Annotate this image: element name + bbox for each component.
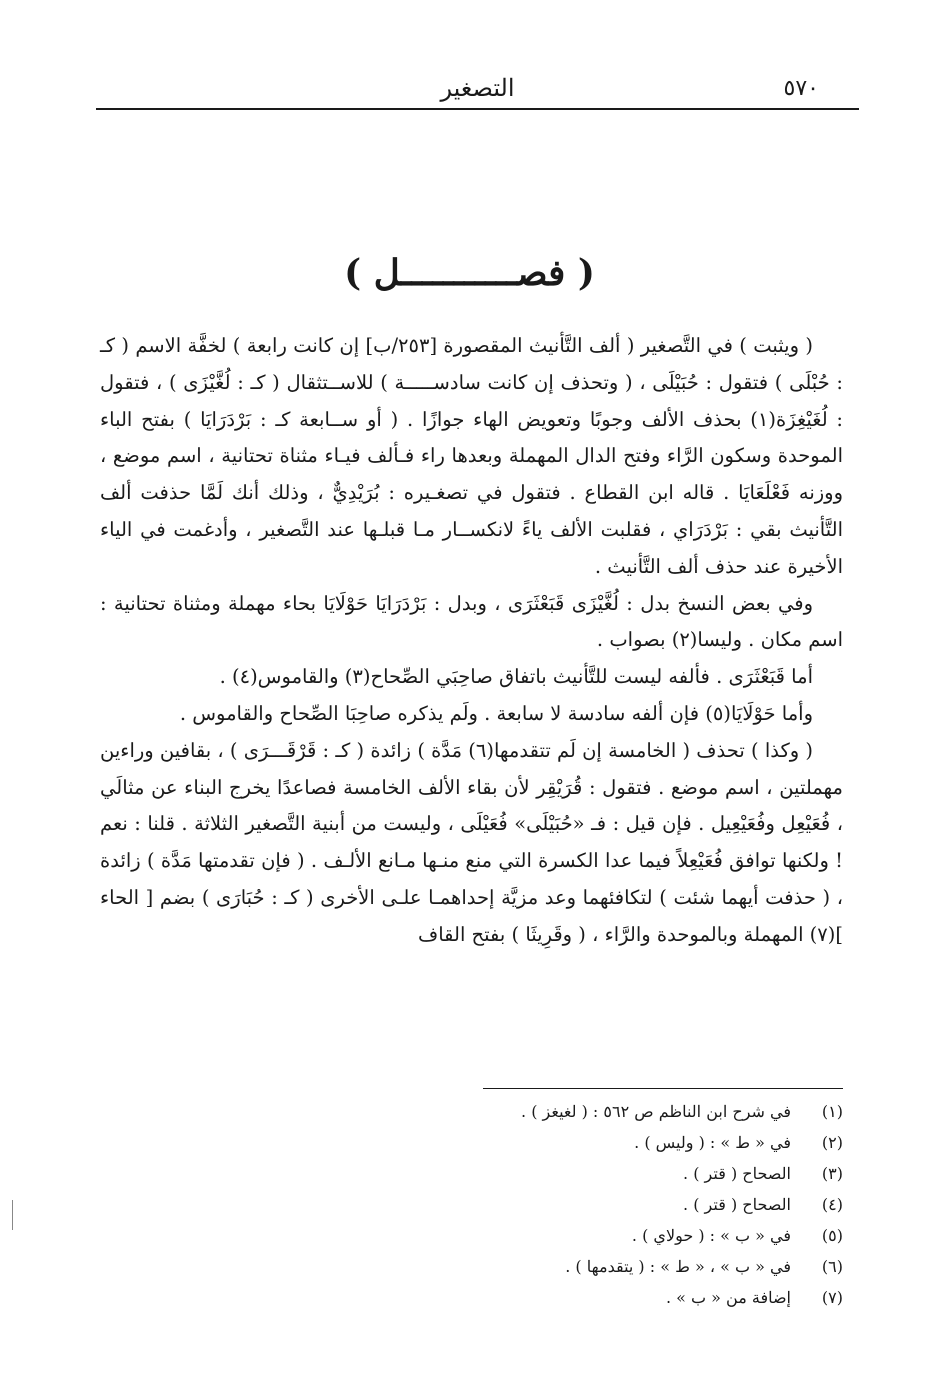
footnote-text: في « ط » : ( وليس ) . [634, 1133, 791, 1152]
paragraph: ( ويثبت ) في التَّصغير ( ألف التَّأنيث المقصورة [٢٥٣/ب] إن كانت رابعة ) لخفَّة الاسم ( كـ : حُبْلَى ) فتقول : حُبَيْلَى ، ( وتحذف إن كانت سادســـــة ) للاســتثقال ( كـ : لُغَّيْزَى ) ، فتقول : لُغَيْغِزَة(١) بحذف الألف وجوبًا وتعويض الهاء جوازًا . ( أو ســابعة كـ : بَرْدَرَايَا ) بفتح الباء الموحدة وسكون الرَّاء وفتح الدال المهملة وبعدها راء فـألف فيـاء مثناة تحتانية ، اسم موضع ، ووزنه فَعْلَعَايَا . قاله ابن القطاع . فتقول في تصغـيره : بُرَيْدِيٌّ ، وذلك أنك لَمَّا حذفت ألف التَّأنيث بقي : بَرْدَرَاي ، فقلبت الألف ياءً لانكســار مـا قبلـها عند التَّصغير ، وأدغمت في الياء الأخيرة عند حذف ألف التَّأنيث . [100, 334, 843, 578]
footnote-text: الصحاح ( قتر ) . [683, 1164, 791, 1183]
footnote [100, 1158, 843, 1189]
page-number: ٥٧٠ [783, 76, 819, 101]
footnote [100, 1189, 843, 1220]
footnotes [100, 1096, 843, 1313]
footnote-text: في شرح ابن الناظم ص ٥٦٢ : ( لغيغز ) . [521, 1102, 791, 1121]
footnote-number: (٢) [821, 1133, 843, 1152]
paragraph: أما قَبَعْثَرَى . فألفه ليست للتَّأنيث باتفاق صاحِبَي الصِّحاح(٣) والقاموس(٤) . [219, 665, 813, 689]
footnote-number: (٦) [821, 1257, 843, 1276]
running-title: التصغير [440, 74, 515, 102]
page-header [96, 70, 859, 110]
section-title: ( فصـــــــــــل ) [344, 252, 595, 294]
paragraph: وأما حَوْلَايَا(٥) فإن ألفه سادسة لا سابعة . ولَم يذكره صاحِبَا الصِّحاح والقاموس . [179, 701, 813, 725]
footnote-number: (٤) [821, 1195, 843, 1214]
footnote-number: (١) [821, 1102, 843, 1121]
scan-margin-mark [12, 1200, 13, 1230]
paragraph: وفي بعض النسخ بدل : لُغَّيْزَى قَبَعْثَرَى ، وبدل : بَرْدَرَايَا حَوْلَايَا بحاء مهملة ومثناة تحتانية : اسم مكان . وليسا(٢) بصواب . [100, 591, 843, 652]
footnote [100, 1096, 843, 1127]
footnote-text: في « ب » : ( حولاي ) . [631, 1226, 791, 1245]
footnote-separator [483, 1088, 843, 1089]
footnote [100, 1251, 843, 1282]
footnote-number: (٣) [821, 1164, 843, 1183]
footnote [100, 1282, 843, 1313]
main-text [100, 328, 843, 954]
footnote [100, 1127, 843, 1158]
paragraph: ( وكذا ) تحذف ( الخامسة إن لَم تتقدمها(٦) مَدَّة ) زائدة ( كـ : قَرْقَـــرَى ) ، بقافين وراءين مهملتين ، اسم موضع . فتقول : قُرَيْقِر لأن بقاء الألف الخامسة فصاعدًا يخرج البناء عن مثالَي ، فُعَيْعِل وفُعَيْعِيل . فإن قيل : فـ «حُبَيْلَى» فُعَيْلَى ، وليست من أبنية التَّصغير الثلاثة . قلنا : نعم ! ولكنها توافق فُعَيْعِلاً فيما عدا الكسرة التي منع منـها مـانع الألـف . ( فإن تقدمتها مَدَّة ) زائدة ، ( حذفت أيهما شئت ) لتكافئهما وعد مزيَّة إحداهمـا علـى الأخرى ( كـ : حُبَارَى ) بضم [ الحاء ](٧) المهملة وبالموحدة والرَّاء ، ( وقَرِيثَا ) بفتح القاف [100, 738, 843, 946]
footnote-number: (٧) [821, 1288, 843, 1307]
footnote-text: الصحاح ( قتر ) . [683, 1195, 791, 1214]
footnote-number: (٥) [821, 1226, 843, 1245]
footnote-text: في « ب » ، « ط » : ( يتقدمها ) . [565, 1257, 791, 1276]
footnote-text: إضافة من « ب » . [665, 1288, 791, 1307]
footnote [100, 1220, 843, 1251]
